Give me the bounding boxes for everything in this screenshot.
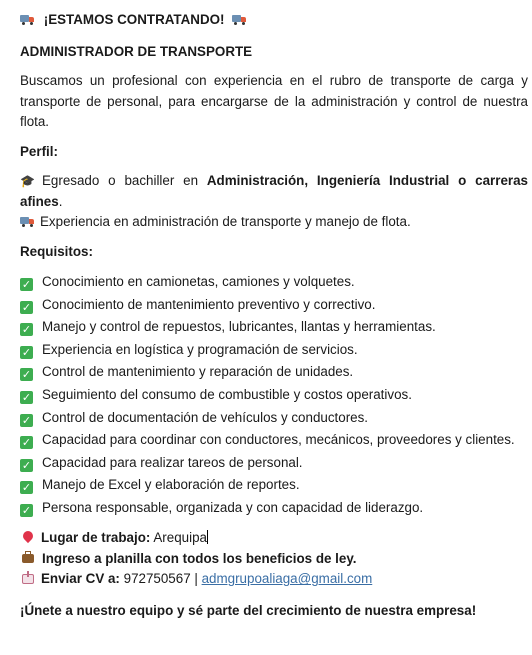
check-icon: ✓: [21, 413, 32, 427]
location-value: Arequipa: [153, 530, 207, 546]
inbox-tray-icon: [22, 574, 34, 584]
truck-icon: [20, 217, 34, 227]
list-item: ✓ Experiencia en logística y programación de servicios.: [21, 341, 358, 359]
list-item: ✓ Manejo de Excel y elaboración de reportes.: [21, 477, 300, 495]
briefcase-icon: [22, 554, 34, 563]
list-item: ✓ Seguimiento del consumo de combustible y costos operativos.: [21, 386, 412, 404]
text-cursor: [207, 530, 208, 544]
truck-icon: [232, 15, 246, 25]
hiring-title: ¡ESTAMOS CONTRATANDO!: [43, 12, 225, 27]
check-icon: ✓: [21, 436, 32, 450]
benefits-line: Ingreso a planilla con todos los beneficios de ley.: [20, 549, 528, 570]
check-icon: ✓: [21, 368, 32, 382]
list-item: ✓ Control de documentación de vehículos y conductores.: [21, 409, 369, 427]
graduation-cap-icon: 🎓: [20, 174, 35, 188]
location-pin-icon: [21, 529, 35, 543]
check-icon: ✓: [21, 390, 32, 404]
check-icon: ✓: [21, 345, 32, 359]
list-item: ✓ Capacidad para coordinar con conductores, mecánicos, proveedores y clientes.: [21, 432, 515, 450]
list-item: ✓ Capacidad para realizar tareos de personal.: [21, 454, 303, 472]
list-item: ✓ Conocimiento en camionetas, camiones y volquetes.: [21, 274, 355, 291]
profile-heading: Perfil:: [20, 143, 58, 159]
requirements-list: [20, 271, 528, 519]
check-icon: ✓: [21, 278, 32, 291]
check-icon: ✓: [21, 481, 32, 495]
check-icon: ✓: [21, 458, 32, 472]
cv-email-link[interactable]: admgrupoaliaga@gmail.com: [201, 571, 373, 587]
list-item: ✓ Conocimiento de mantenimiento preventivo y correctivo.: [21, 296, 376, 314]
list-item: ✓ Control de mantenimiento y reparación de unidades.: [21, 364, 354, 382]
requirements-heading: Requisitos:: [20, 243, 93, 259]
profile-line-experience: Experiencia en administración de transporte y manejo de flota.: [20, 212, 528, 233]
check-icon: ✓: [21, 503, 32, 517]
work-location: Lugar de trabajo: Arequipa: [20, 528, 528, 549]
cv-phone: 972750567 |: [123, 571, 198, 587]
truck-icon: [20, 15, 34, 25]
intro-paragraph: Buscamos un profesional con experiencia en el rubro de transporte de carga y transporte de personal, para encargarse de la administración y control de nuestra flota.: [20, 73, 528, 129]
list-item: ✓ Manejo y control de repuestos, lubricantes, llantas y herramientas.: [21, 319, 436, 337]
hiring-headline: [20, 10, 528, 31]
send-cv-line: Enviar CV a: 972750567 | admgrupoaliaga@gmail.com: [20, 569, 528, 590]
check-icon: ✓: [21, 300, 32, 314]
job-title: ADMINISTRADOR DE TRANSPORTE: [20, 43, 253, 59]
check-icon: ✓: [21, 323, 32, 337]
profile-line-education: 🎓 Egresado o bachiller en Administración, Ingeniería Industrial o carreras afines.: [20, 173, 528, 209]
list-item: ✓ Persona responsable, organizada y con capacidad de liderazgo.: [21, 499, 424, 517]
closing-line: ¡Únete a nuestro equipo y sé parte del crecimiento de nuestra empresa!: [20, 602, 477, 618]
